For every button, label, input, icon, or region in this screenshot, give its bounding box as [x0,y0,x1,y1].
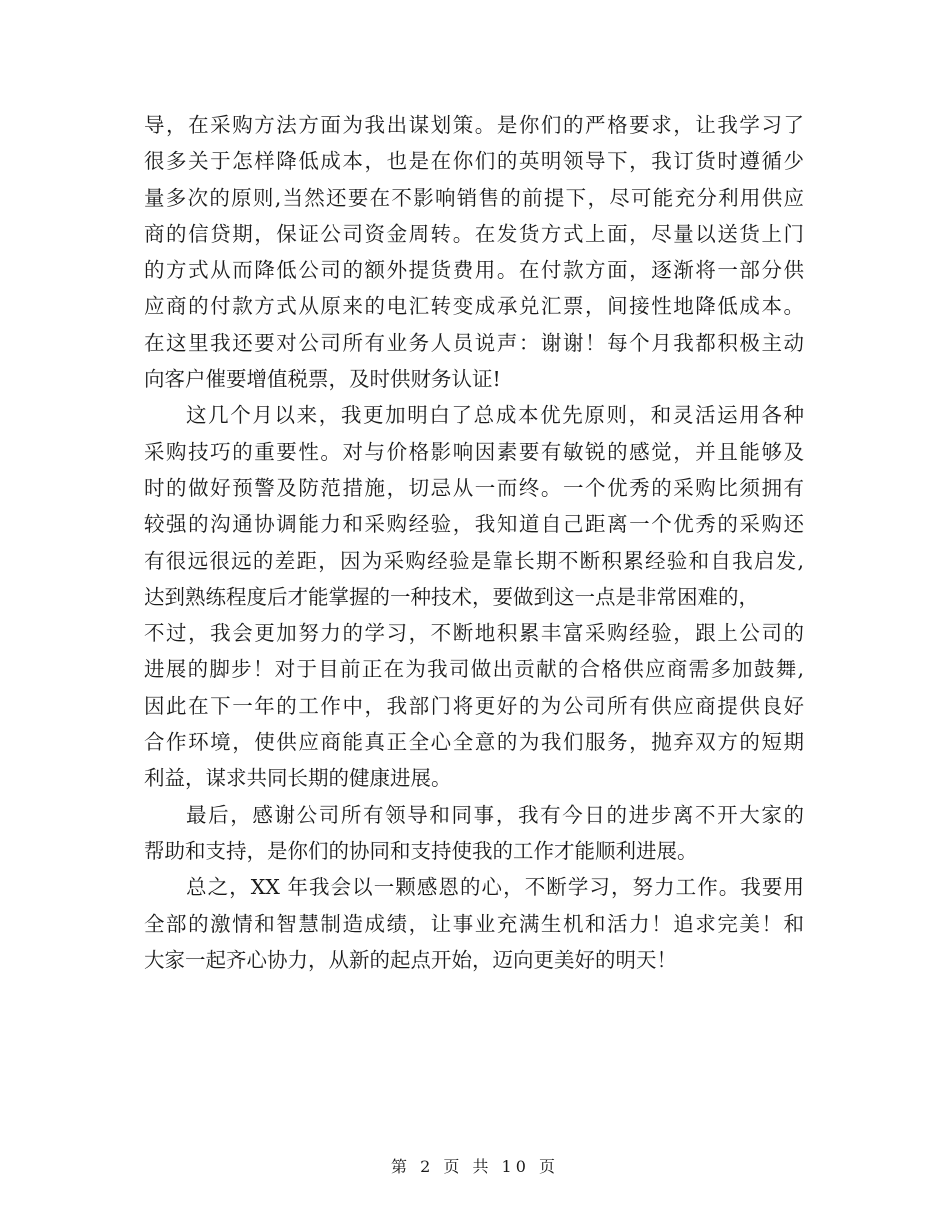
text-line: 向客户催要增值税票，及时供财务认证! [144,367,501,392]
text-line: 很多关于怎样降低成本，也是在你们的英明领导下，我订货时遵循少 [144,149,804,174]
page-number-footer: 第 2 页 共 10 页 [391,1157,559,1176]
text-line: 帮助和支持，是你们的协同和支持使我的工作才能顺利进展。 [144,838,698,863]
text-line: 导，在采购方法方面为我出谋划策。是你们的严格要求，让我学习了 [144,113,804,137]
text-line: 利益，谋求共同长期的健康进展。 [144,766,452,791]
text-line: 较强的沟通协调能力和采购经验，我知道自己距离一个优秀的采购还 [144,512,804,537]
text-line: 总之，XX 年我会以一颗感恩的心，不断学习，努力工作。我要用 [186,875,804,900]
text-line: 不过，我会更加努力的学习，不断地积累丰富采购经验，跟上公司的 [144,621,804,646]
text-line: 达到熟练程度后才能掌握的一种技术，要做到这一点是非常困难的， [144,584,759,609]
text-line: 时的做好预警及防范措施，切忌从一而终。一个优秀的采购比须拥有 [144,475,804,500]
text-line: 量多次的原则,当然还要在不影响销售的前提下，尽可能充分利用供应 [144,185,804,210]
text-line: 商的信贷期，保证公司资金周转。在发货方式上面，尽量以送货上门 [144,221,804,246]
text-line: 这几个月以来，我更加明白了总成本优先原则，和灵活运用各种 [186,403,804,428]
text-line: 的方式从而降低公司的额外提货费用。在付款方面，逐渐将一部分供 [144,258,804,283]
text-line: 最后，感谢公司所有领导和同事，我有今日的进步离不开大家的 [186,802,804,827]
text-line: 大家一起齐心协力，从新的起点开始，迈向更美好的明天！ [144,947,677,972]
text-line: 全部的激情和智慧制造成绩，让事业充满生机和活力！追求完美！和 [144,911,804,936]
text-line: 应商的付款方式从原来的电汇转变成承兑汇票，间接性地降低成本。 [144,294,804,319]
text-line: 进展的脚步！对于目前正在为我司做出贡献的合格供应商需多加鼓舞, [144,657,804,682]
text-line: 采购技巧的重要性。对与价格影响因素要有敏锐的感觉，并且能够及 [144,439,804,464]
document-body [144,107,804,978]
text-line: 合作环境，使供应商能真正全心全意的为我们服务，抛弃双方的短期 [144,730,804,755]
text-line: 有很远很远的差距，因为采购经验是靠长期不断积累经验和自我启发, [144,548,804,573]
text-line: 在这里我还要对公司所有业务人员说声：谢谢！每个月我都积极主动 [144,330,804,355]
text-line: 因此在下一年的工作中，我部门将更好的为公司所有供应商提供良好 [144,693,804,718]
